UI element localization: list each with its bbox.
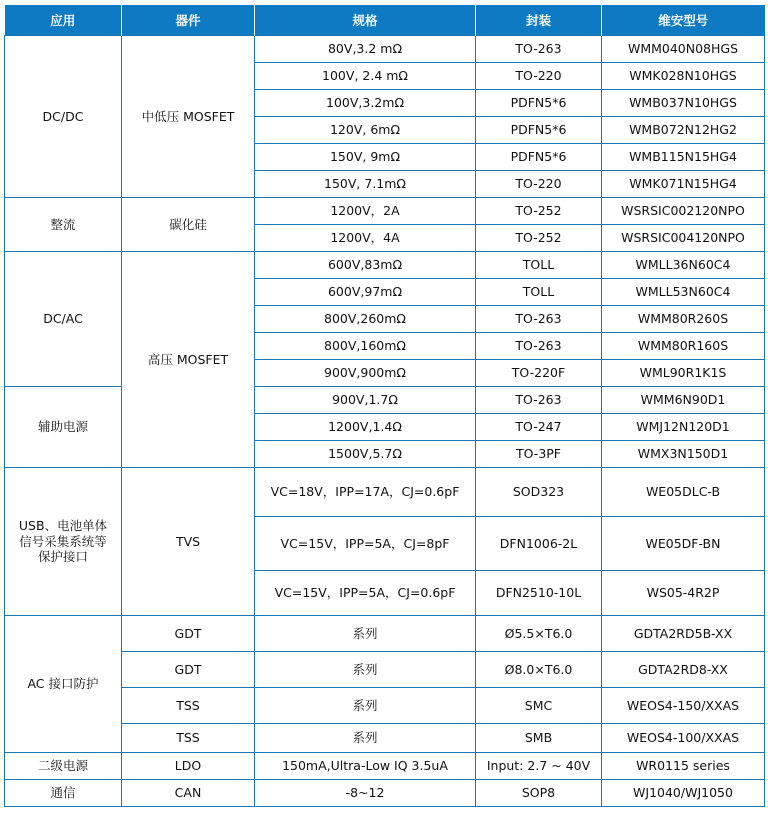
part-number-cell: WMM80R260S <box>602 306 765 333</box>
device-cell: 碳化硅 <box>122 198 255 252</box>
device-cell: 高压 MOSFET <box>122 252 255 468</box>
table-row <box>5 616 765 652</box>
spec-cell: 800V,260mΩ <box>255 306 476 333</box>
application-cell: 辅助电源 <box>5 387 122 468</box>
package-cell: TO-263 <box>476 387 602 414</box>
device-cell: LDO <box>122 753 255 780</box>
package-cell: Ø8.0×T6.0 <box>476 652 602 688</box>
package-cell: TO-252 <box>476 198 602 225</box>
table-row <box>5 198 765 225</box>
application-cell: 通信 <box>5 780 122 807</box>
part-number-cell: WSRSIC004120NPO <box>602 225 765 252</box>
spec-cell: VC=15V，IPP=5A，CJ=0.6pF <box>255 571 476 616</box>
package-cell: TOLL <box>476 279 602 306</box>
table-row <box>5 753 765 780</box>
device-cell: TVS <box>122 468 255 616</box>
device-cell: TSS <box>122 724 255 753</box>
device-cell: CAN <box>122 780 255 807</box>
product-selection-table <box>4 5 765 807</box>
spec-cell: 150V, 7.1mΩ <box>255 171 476 198</box>
header-package: 封装 <box>476 5 602 36</box>
package-cell: TO-220 <box>476 63 602 90</box>
spec-cell: 150mA,Ultra-Low IQ 3.5uA <box>255 753 476 780</box>
package-cell: Ø5.5×T6.0 <box>476 616 602 652</box>
part-number-cell: WMM6N90D1 <box>602 387 765 414</box>
part-number-cell: WMLL53N60C4 <box>602 279 765 306</box>
spec-cell: 1200V，4A <box>255 225 476 252</box>
spec-cell: 600V,83mΩ <box>255 252 476 279</box>
package-cell: TO-263 <box>476 306 602 333</box>
spec-cell: 系列 <box>255 724 476 753</box>
package-cell: TO-252 <box>476 225 602 252</box>
spec-cell: VC=15V，IPP=5A，CJ=8pF <box>255 517 476 571</box>
package-cell: SMC <box>476 688 602 724</box>
table-header-row <box>5 5 765 36</box>
part-number-cell: WMB037N10HGS <box>602 90 765 117</box>
table-row <box>5 36 765 63</box>
package-cell: Input: 2.7 ~ 40V <box>476 753 602 780</box>
application-cell: 二级电源 <box>5 753 122 780</box>
spec-cell: 900V,900mΩ <box>255 360 476 387</box>
table-row <box>5 252 765 279</box>
package-cell: TO-247 <box>476 414 602 441</box>
part-number-cell: WMB072N12HG2 <box>602 117 765 144</box>
package-cell: PDFN5*6 <box>476 117 602 144</box>
part-number-cell: WE05DF-BN <box>602 517 765 571</box>
application-cell <box>5 468 122 616</box>
application-cell: 整流 <box>5 198 122 252</box>
application-cell: DC/DC <box>5 36 122 198</box>
package-cell: DFN1006-2L <box>476 517 602 571</box>
package-cell: TOLL <box>476 252 602 279</box>
application-line: 保护接口 <box>37 549 88 565</box>
spec-cell: -8~12 <box>255 780 476 807</box>
part-number-cell: WML90R1K1S <box>602 360 765 387</box>
header-spec: 规格 <box>255 5 476 36</box>
spec-cell: 80V,3.2 mΩ <box>255 36 476 63</box>
part-number-cell: WMLL36N60C4 <box>602 252 765 279</box>
header-application: 应用 <box>5 5 122 36</box>
package-cell: DFN2510-10L <box>476 571 602 616</box>
part-number-cell: WSRSIC002120NPO <box>602 198 765 225</box>
spec-cell: 系列 <box>255 652 476 688</box>
spec-cell: 1200V，2A <box>255 198 476 225</box>
part-number-cell: WMB115N15HG4 <box>602 144 765 171</box>
package-cell: SMB <box>476 724 602 753</box>
part-number-cell: GDTA2RD5B-XX <box>602 616 765 652</box>
part-number-cell: WMM80R160S <box>602 333 765 360</box>
spec-cell: 900V,1.7Ω <box>255 387 476 414</box>
spec-cell: 1200V,1.4Ω <box>255 414 476 441</box>
table-row <box>5 780 765 807</box>
device-cell: GDT <box>122 652 255 688</box>
spec-cell: 系列 <box>255 688 476 724</box>
part-number-cell: WMX3N150D1 <box>602 441 765 468</box>
package-cell: TO-3PF <box>476 441 602 468</box>
part-number-cell: WMJ12N120D1 <box>602 414 765 441</box>
spec-cell: 600V,97mΩ <box>255 279 476 306</box>
part-number-cell: WE05DLC-B <box>602 468 765 517</box>
spec-cell: 系列 <box>255 616 476 652</box>
part-number-cell: WMM040N08HGS <box>602 36 765 63</box>
application-line: 信号采集系统等 <box>19 533 107 549</box>
table-row <box>5 387 765 414</box>
spec-cell: VC=18V，IPP=17A，CJ=0.6pF <box>255 468 476 517</box>
spec-cell: 100V, 2.4 mΩ <box>255 63 476 90</box>
spec-cell: 150V, 9mΩ <box>255 144 476 171</box>
table-row <box>5 468 765 517</box>
application-cell: DC/AC <box>5 252 122 387</box>
package-cell: TO-220 <box>476 171 602 198</box>
device-cell: 中低压 MOSFET <box>122 36 255 198</box>
application-cell: AC 接口防护 <box>5 616 122 753</box>
header-device: 器件 <box>122 5 255 36</box>
header-part-number: 维安型号 <box>602 5 765 36</box>
part-number-cell: WMK071N15HG4 <box>602 171 765 198</box>
device-cell: GDT <box>122 616 255 652</box>
package-cell: PDFN5*6 <box>476 90 602 117</box>
part-number-cell: GDTA2RD8-XX <box>602 652 765 688</box>
spec-cell: 1500V,5.7Ω <box>255 441 476 468</box>
spec-cell: 800V,160mΩ <box>255 333 476 360</box>
part-number-cell: WS05-4R2P <box>602 571 765 616</box>
part-number-cell: WEOS4-150/XXAS <box>602 688 765 724</box>
spec-cell: 100V,3.2mΩ <box>255 90 476 117</box>
part-number-cell: WJ1040/WJ1050 <box>602 780 765 807</box>
spec-cell: 120V, 6mΩ <box>255 117 476 144</box>
package-cell: TO-220F <box>476 360 602 387</box>
part-number-cell: WMK028N10HGS <box>602 63 765 90</box>
package-cell: SOP8 <box>476 780 602 807</box>
part-number-cell: WEOS4-100/XXAS <box>602 724 765 753</box>
package-cell: TO-263 <box>476 36 602 63</box>
device-cell: TSS <box>122 688 255 724</box>
package-cell: PDFN5*6 <box>476 144 602 171</box>
package-cell: SOD323 <box>476 468 602 517</box>
part-number-cell: WR0115 series <box>602 753 765 780</box>
package-cell: TO-263 <box>476 333 602 360</box>
application-line: USB、电池单体 <box>18 518 108 534</box>
